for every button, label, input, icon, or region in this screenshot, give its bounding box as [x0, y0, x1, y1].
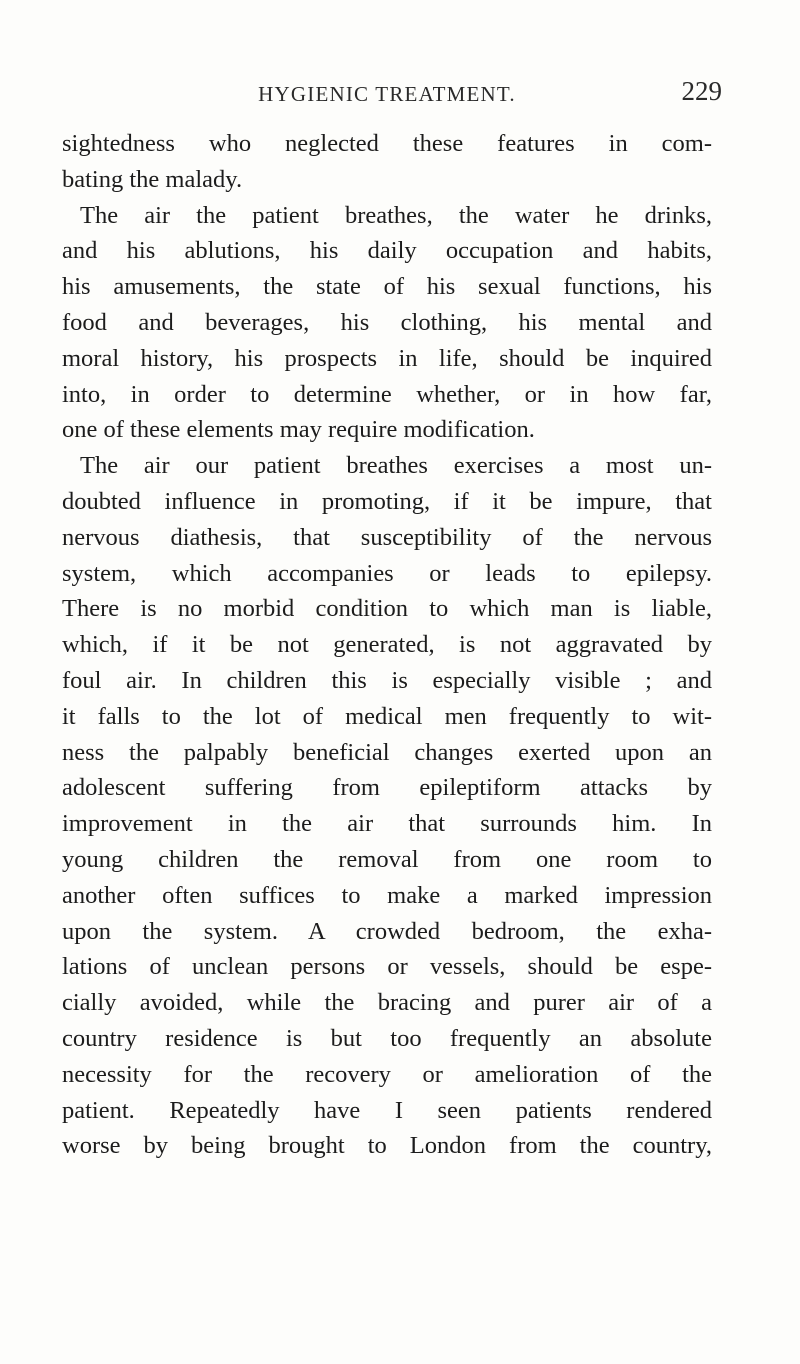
text-line: sightedness who neglected these features in com-: [62, 130, 712, 157]
text-line: one of these elements may require modification.: [62, 416, 535, 444]
text-line: another often suffices to make a marked impression: [62, 881, 712, 909]
running-header: [62, 76, 722, 116]
text-line: lations of unclean persons or vessels, should be espe-: [62, 953, 712, 981]
text-line: into, in order to determine whether, or in how far,: [62, 380, 712, 408]
text-line: it falls to the lot of medical men frequently to wit-: [62, 702, 712, 730]
text-line: food and beverages, his clothing, his mental and: [62, 308, 712, 336]
text-line: ness the palpably beneficial changes exerted upon an: [62, 738, 712, 766]
text-line: bating the malady.: [62, 165, 243, 193]
text-line: system, which accompanies or leads to epilepsy.: [62, 559, 712, 587]
body-text: [62, 126, 712, 1164]
text-line: adolescent suffering from epileptiform attacks by: [62, 774, 712, 802]
text-line: The air our patient breathes exercises a most un-: [80, 452, 712, 480]
text-line: necessity for the recovery or amelioration of the: [62, 1060, 712, 1088]
text-line: improvement in the air that surrounds him. In: [62, 810, 712, 838]
running-title: HYGIENIC TREATMENT.: [258, 82, 516, 106]
page-number: 229: [681, 76, 722, 106]
text-line: nervous diathesis, that susceptibility of the nervous: [62, 523, 712, 551]
text-line: moral history, his prospects in life, should be inquired: [62, 344, 712, 372]
text-line: There is no morbid condition to which man is liable,: [62, 595, 712, 623]
text-line: patient. Repeatedly have I seen patients rendered: [62, 1096, 712, 1124]
text-line: doubted influence in promoting, if it be impure, that: [62, 487, 712, 515]
text-line: The air the patient breathes, the water he drinks,: [80, 201, 712, 229]
text-line: which, if it be not generated, is not aggravated by: [62, 631, 712, 659]
text-line: his amusements, the state of his sexual functions, his: [62, 273, 712, 301]
text-line: and his ablutions, his daily occupation and habits,: [62, 237, 712, 265]
text-line: worse by being brought to London from the country,: [62, 1132, 712, 1160]
text-line: cially avoided, while the bracing and purer air of a: [62, 989, 712, 1017]
text-line: young children the removal from one room to: [62, 845, 712, 873]
text-line: foul air. In children this is especially visible ; and: [62, 666, 712, 694]
text-line: country residence is but too frequently an absolute: [62, 1024, 712, 1052]
text-line: upon the system. A crowded bedroom, the exha-: [62, 917, 712, 945]
